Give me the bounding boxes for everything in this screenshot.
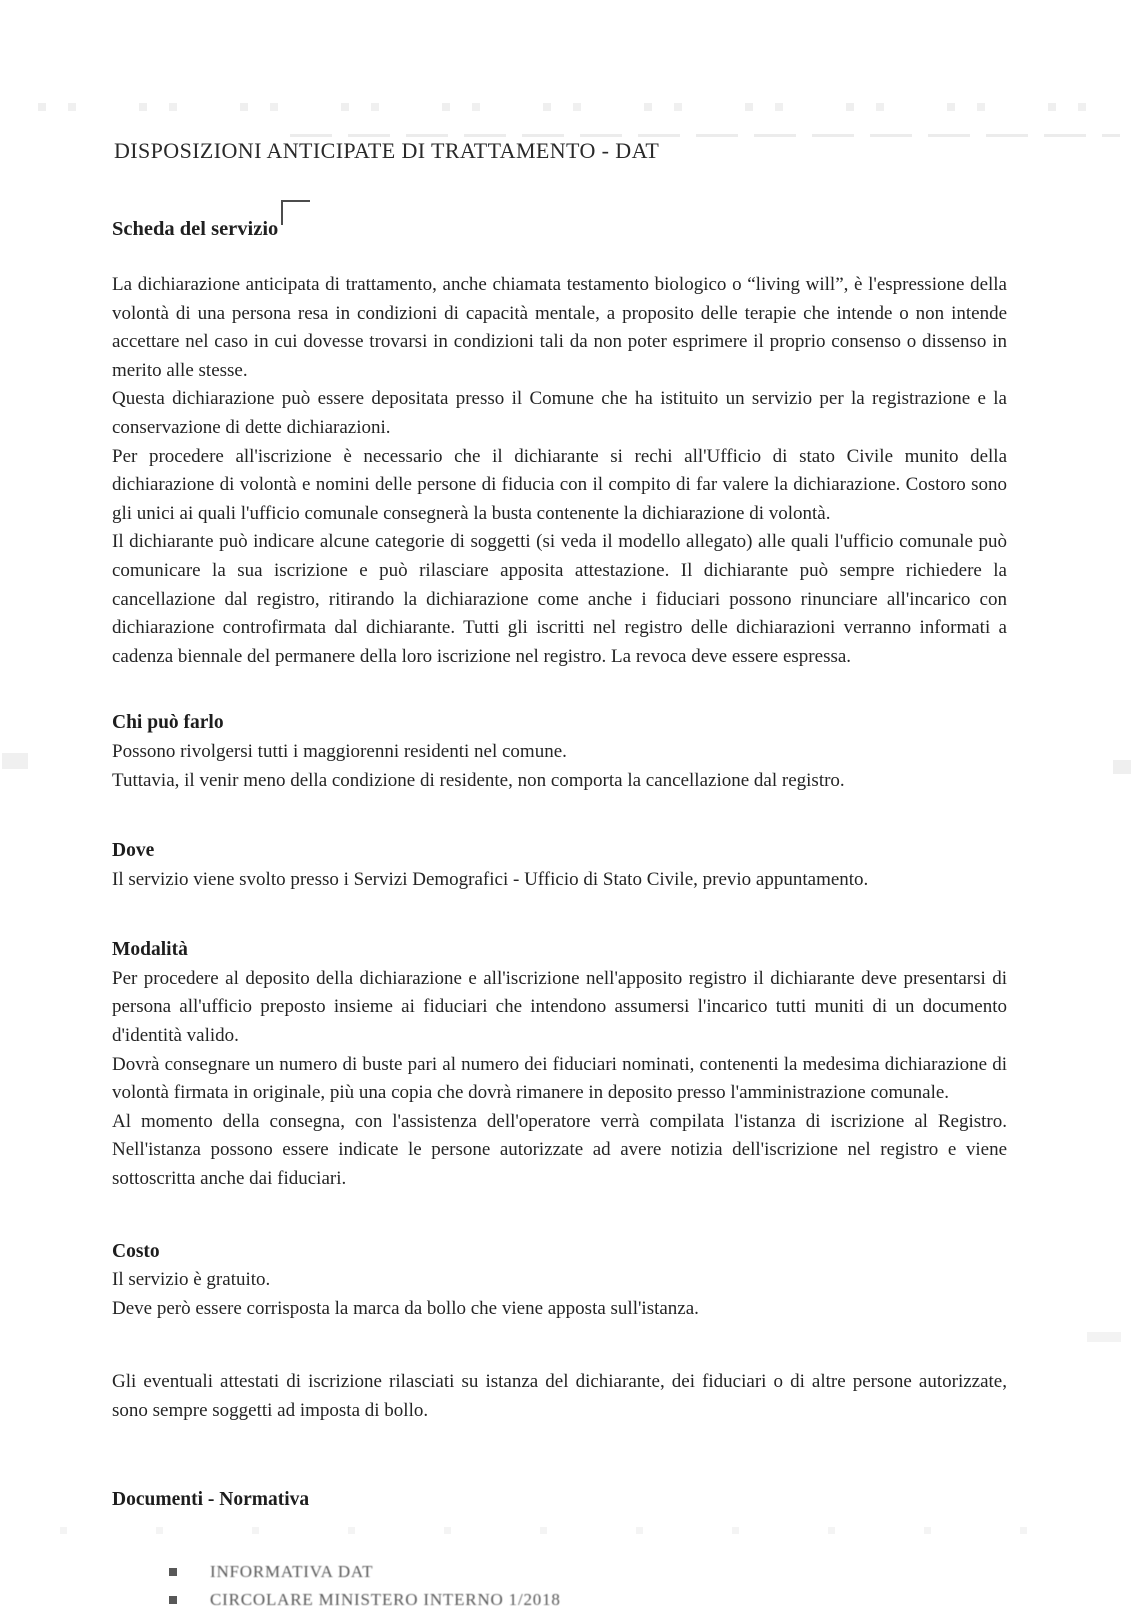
section-heading-chi-puo-farlo: Chi può farlo (112, 712, 224, 734)
intro-block (112, 271, 1007, 671)
document-link-list (112, 1558, 1007, 1614)
square-bullet-icon (169, 1596, 177, 1604)
list-item (169, 1558, 1007, 1586)
body-paragraph: Dovrà consegnare un numero di buste pari al numero dei fiduciari nominati, contenenti la medesima dichiarazione di volontà firmata in originale, più una copia che dovrà rimanere in deposito presso l'amministrazione comunale. (112, 1053, 1007, 1104)
section-heading-dove: Dove (112, 840, 155, 862)
document-link-circolare-ministero: CIRCOLARE MINISTERO INTERNO 1/2018 (210, 1590, 561, 1610)
service-sheet-subtitle (112, 200, 1007, 241)
body-paragraph: Possono rivolgersi tutti i maggiorenni residenti nel comune. (112, 740, 567, 762)
square-bullet-icon (169, 1568, 177, 1576)
body-paragraph: Deve però essere corrisposta la marca da bollo che viene apposta sull'istanza. (112, 1297, 699, 1319)
scan-artifact (1113, 760, 1131, 774)
scan-artifact (2, 753, 28, 769)
section-heading-documenti-normativa: Documenti - Normativa (112, 1488, 310, 1510)
body-paragraph: Per procedere al deposito della dichiarazione e all'iscrizione nell'apposito registro il dichiarante deve presentarsi di persona all'ufficio preposto insieme ai fiduciari che intendono assumersi l'incarico tutti muniti di un documento d'identità valido. (112, 967, 1007, 1047)
section-chi-puo-farlo (112, 709, 1007, 795)
body-paragraph: Il servizio è gratuito. (112, 1269, 271, 1291)
intro-paragraph-3: Per procedere all'iscrizione è necessario che il dichiarante si rechi all'Ufficio di stato Civile munito della dichiarazione di volontà e nomini delle persone di fiducia con il compito di far valere la dichiarazione. Costoro sono gli unici ai quali l'ufficio comunale consegnerà la busta contenente la dichiarazione di volontà. (112, 445, 1007, 524)
scan-artifact (290, 134, 1120, 137)
section-costo (112, 1238, 1007, 1426)
section-heading-modalita: Modalità (112, 939, 188, 961)
subtitle-text: Scheda del servizio (112, 218, 279, 240)
list-item (169, 1586, 1007, 1614)
scan-artifact (38, 103, 1125, 111)
document-content (112, 138, 1007, 1614)
crop-corner-mark-icon (281, 200, 310, 225)
section-dove (112, 837, 1007, 894)
intro-paragraph-4: Il dichiarante può indicare alcune categorie di soggetti (si veda il modello allegato) alle quali l'ufficio comunale può comunicare la sua iscrizione e può rilasciare apposita attestazione. Il dichiarante può sempre richiedere la cancellazione dal registro, ritirando la dichiarazione come anche i fiduciari possono rinunciare all'incarico con dichiarazione controfirmata dal dichiarante. Tutti gli iscritti nel registro delle dichiarazioni verranno informati a cadenza biennale del permanere della loro iscrizione nel registro. La revoca deve essere espressa. (112, 531, 1007, 667)
body-paragraph: Gli eventuali attestati di iscrizione rilasciati su istanza del dichiarante, dei fiduciari o di altre persone autorizzate, sono sempre soggetti ad imposta di bollo. (112, 1371, 1007, 1421)
section-documenti-normativa (112, 1486, 1007, 1614)
body-paragraph: Tuttavia, il venir meno della condizione di residente, non comporta la cancellazione dal registro. (112, 769, 845, 791)
body-paragraph: Il servizio viene svolto presso i Servizi Demografici - Ufficio di Stato Civile, previo appuntamento. (112, 868, 869, 890)
intro-paragraph-2: Questa dichiarazione può essere depositata presso il Comune che ha istituito un servizio per la registrazione e la conservazione di dette dichiarazioni. (112, 388, 1007, 438)
section-modalita (112, 936, 1007, 1193)
intro-paragraph-1: La dichiarazione anticipata di trattamento, anche chiamata testamento biologico o “living will”, è l'espressione della volontà di una persona resa in condizioni di capacità mentale, a proposito delle terapie che intende o non intende accettare nel caso in cui dovesse trovarsi in condizioni tali da non poter esprimere il proprio consenso o dissenso in merito alle stesse. (112, 274, 1007, 381)
document-link-informativa-dat: INFORMATIVA DAT (210, 1562, 374, 1582)
document-title: DISPOSIZIONI ANTICIPATE DI TRATTAMENTO - DAT (114, 138, 660, 163)
section-heading-costo: Costo (112, 1240, 160, 1262)
body-paragraph: Al momento della consegna, con l'assistenza dell'operatore verrà compilata l'istanza di iscrizione al Registro. Nell'istanza possono essere indicate le persone autorizzate ad avere notizia dell'iscrizione nel registro e viene sottoscritta anche dai fiduciari. (112, 1110, 1007, 1190)
scan-artifact (1087, 1332, 1121, 1342)
